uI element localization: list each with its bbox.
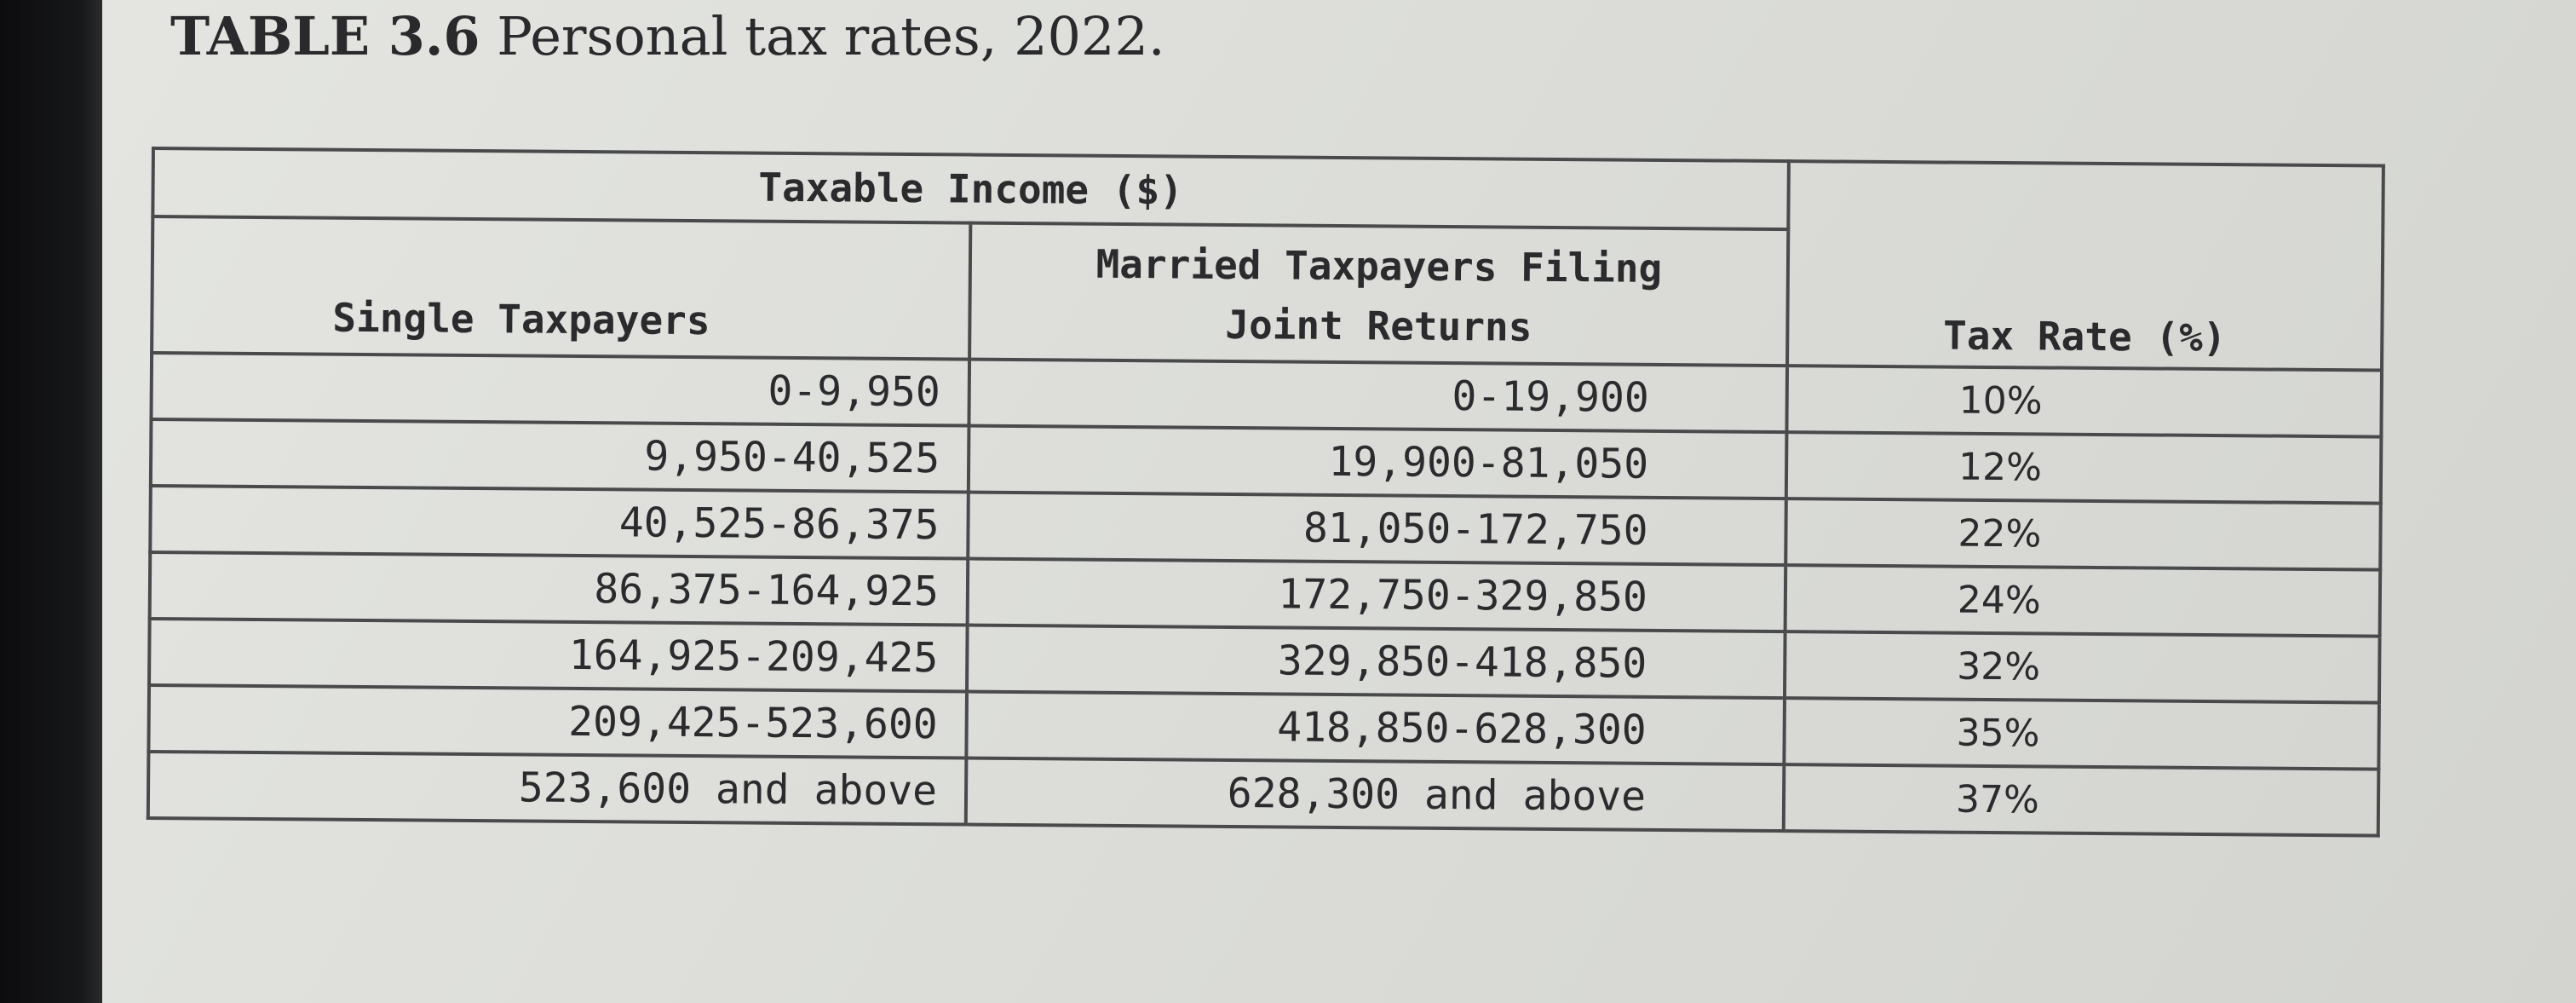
single-bracket-cell: 164,925-209,425 xyxy=(149,619,968,692)
single-bracket-cell: 0-9,950 xyxy=(151,353,969,426)
tax-rate-cell: 24% xyxy=(1785,565,2381,636)
dark-background-edge xyxy=(0,0,102,1003)
tax-rate-cell: 22% xyxy=(1785,499,2381,569)
married-bracket-cell: 628,300 and above xyxy=(966,758,1785,832)
single-bracket-cell: 209,425-523,600 xyxy=(148,685,967,758)
single-bracket-cell: 40,525-86,375 xyxy=(150,486,969,559)
married-header-line-1: Married Taxpayers Filing xyxy=(1095,240,1663,291)
table-caption-label: TABLE 3.6 xyxy=(170,5,480,67)
single-taxpayers-header: Single Taxpayers xyxy=(152,216,970,360)
tax-rate-header: Tax Rate (%) xyxy=(1787,161,2383,370)
married-bracket-cell: 329,850-418,850 xyxy=(967,625,1785,699)
single-bracket-cell: 86,375-164,925 xyxy=(150,552,969,625)
married-bracket-cell: 19,900-81,050 xyxy=(969,426,1787,499)
table-caption xyxy=(170,5,1165,67)
tax-rates-table xyxy=(147,147,2385,838)
married-bracket-cell: 0-19,900 xyxy=(969,360,1787,433)
tax-rate-cell: 35% xyxy=(1784,698,2379,769)
married-bracket-cell: 418,850-628,300 xyxy=(966,692,1785,765)
tax-rate-cell: 10% xyxy=(1786,366,2382,436)
table-caption-text: Personal tax rates, 2022. xyxy=(497,5,1165,67)
single-bracket-cell: 9,950-40,525 xyxy=(151,419,969,493)
tax-rate-cell: 32% xyxy=(1785,631,2380,702)
married-bracket-cell: 172,750-329,850 xyxy=(968,559,1786,632)
single-bracket-cell: 523,600 and above xyxy=(148,752,967,825)
tax-rate-cell: 37% xyxy=(1784,764,2379,835)
tax-table-container xyxy=(147,147,2382,821)
married-header-line-2: Joint Returns xyxy=(1225,301,1532,350)
married-bracket-cell: 81,050-172,750 xyxy=(968,493,1786,566)
taxable-income-header: Taxable Income ($) xyxy=(152,148,1789,229)
tax-rate-cell: 12% xyxy=(1786,432,2382,503)
married-taxpayers-header xyxy=(969,223,1788,366)
